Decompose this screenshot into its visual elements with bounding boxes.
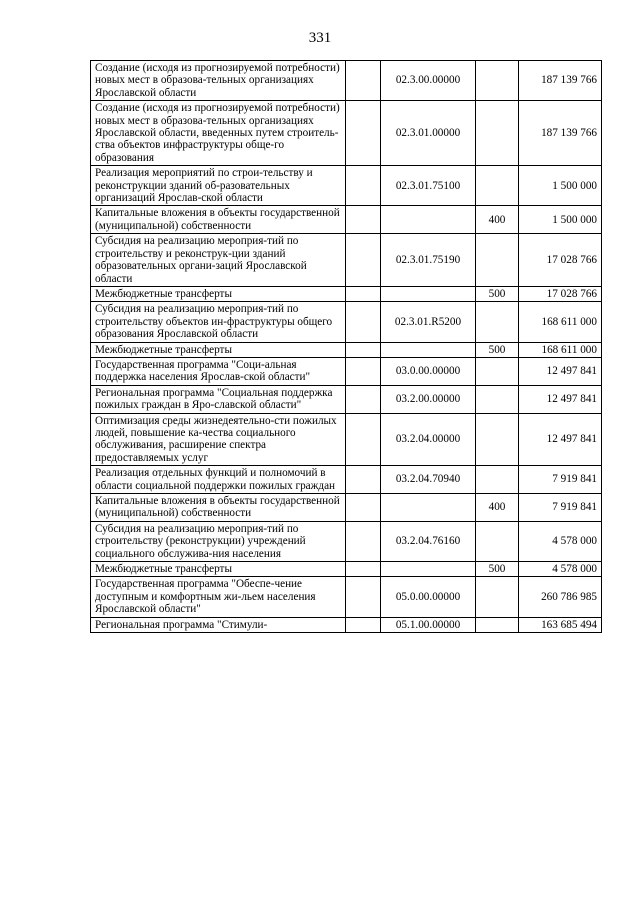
target-code-cell: 02.3.01.R5200 bbox=[381, 302, 476, 342]
expense-type-cell bbox=[476, 413, 519, 466]
expense-type-cell: 500 bbox=[476, 562, 519, 577]
table-row bbox=[91, 494, 602, 522]
table-row bbox=[91, 562, 602, 577]
amount-cell: 163 685 494 bbox=[519, 617, 602, 632]
table-row bbox=[91, 342, 602, 357]
item-name-cell: Государственная программа "Обеспе-чение доступным и комфортным жи-льем населения Ярославской области" bbox=[91, 577, 346, 617]
empty-cell bbox=[346, 466, 381, 494]
expense-type-cell: 400 bbox=[476, 494, 519, 522]
amount-cell: 12 497 841 bbox=[519, 385, 602, 413]
item-name-cell: Государственная программа "Соци-альная поддержка населения Ярослав-ской области" bbox=[91, 357, 346, 385]
target-code-cell: 02.3.00.00000 bbox=[381, 61, 476, 101]
item-name-cell: Субсидия на реализацию мероприя-тий по строительству (реконструкции) учреждений социального обслужива-ния населения bbox=[91, 521, 346, 561]
page-number: 331 bbox=[308, 30, 332, 46]
item-name-cell: Региональная программа "Стимули- bbox=[91, 617, 346, 632]
amount-cell: 7 919 841 bbox=[519, 494, 602, 522]
target-code-cell: 02.3.01.75100 bbox=[381, 166, 476, 206]
target-code-cell: 05.0.00.00000 bbox=[381, 577, 476, 617]
expense-type-cell bbox=[476, 61, 519, 101]
expense-type-cell bbox=[476, 385, 519, 413]
table-row bbox=[91, 413, 602, 466]
item-name-cell: Региональная программа "Социальная поддержка пожилых граждан в Яро-славской области" bbox=[91, 385, 346, 413]
table-row bbox=[91, 577, 602, 617]
item-name-cell: Капитальные вложения в объекты государственной (муниципальной) собственности bbox=[91, 206, 346, 234]
amount-cell: 168 611 000 bbox=[519, 302, 602, 342]
amount-cell: 4 578 000 bbox=[519, 521, 602, 561]
expense-type-cell bbox=[476, 166, 519, 206]
table-row bbox=[91, 302, 602, 342]
expense-type-cell bbox=[476, 521, 519, 561]
amount-cell: 12 497 841 bbox=[519, 413, 602, 466]
target-code-cell bbox=[381, 562, 476, 577]
item-name-cell: Межбюджетные трансферты bbox=[91, 286, 346, 301]
table-row bbox=[91, 521, 602, 561]
empty-cell bbox=[346, 166, 381, 206]
empty-cell bbox=[346, 521, 381, 561]
target-code-cell bbox=[381, 286, 476, 301]
item-name-cell: Создание (исходя из прогнозируемой потребности) новых мест в образова-тельных организациях Ярославской области, введенных путем строитель-ства объектов инфраструктуры обще-го образования bbox=[91, 101, 346, 166]
target-code-cell bbox=[381, 206, 476, 234]
table-row bbox=[91, 206, 602, 234]
item-name-cell: Субсидия на реализацию мероприя-тий по строительству и реконструк-ции зданий образовательных органи-заций Ярославской области bbox=[91, 234, 346, 287]
expense-type-cell bbox=[476, 617, 519, 632]
item-name-cell: Создание (исходя из прогнозируемой потребности) новых мест в образова-тельных организациях Ярославской области bbox=[91, 61, 346, 101]
amount-cell: 4 578 000 bbox=[519, 562, 602, 577]
target-code-cell: 03.0.00.00000 bbox=[381, 357, 476, 385]
expense-type-cell bbox=[476, 357, 519, 385]
target-code-cell: 03.2.04.76160 bbox=[381, 521, 476, 561]
item-name-cell: Реализация отдельных функций и полномочий в области социальной поддержки пожилых граждан bbox=[91, 466, 346, 494]
amount-cell: 7 919 841 bbox=[519, 466, 602, 494]
empty-cell bbox=[346, 101, 381, 166]
table-row bbox=[91, 617, 602, 632]
amount-cell: 17 028 766 bbox=[519, 286, 602, 301]
item-name-cell: Оптимизация среды жизнедеятельно-сти пожилых людей, повышение ка-чества социального обслуживания, расширение спектра предоставляемых услуг bbox=[91, 413, 346, 466]
table-row bbox=[91, 61, 602, 101]
expense-type-cell bbox=[476, 466, 519, 494]
amount-cell: 12 497 841 bbox=[519, 357, 602, 385]
expense-type-cell: 400 bbox=[476, 206, 519, 234]
amount-cell: 1 500 000 bbox=[519, 166, 602, 206]
target-code-cell: 02.3.01.75190 bbox=[381, 234, 476, 287]
expense-type-cell bbox=[476, 234, 519, 287]
empty-cell bbox=[346, 302, 381, 342]
table-row bbox=[91, 466, 602, 494]
item-name-cell: Реализация мероприятий по строи-тельству и реконструкции зданий об-разовательных организаций Ярослав-ской области bbox=[91, 166, 346, 206]
amount-cell: 17 028 766 bbox=[519, 234, 602, 287]
empty-cell bbox=[346, 617, 381, 632]
table-row bbox=[91, 385, 602, 413]
target-code-cell: 03.2.00.00000 bbox=[381, 385, 476, 413]
expense-type-cell: 500 bbox=[476, 286, 519, 301]
item-name-cell: Капитальные вложения в объекты государственной (муниципальной) собственности bbox=[91, 494, 346, 522]
target-code-cell bbox=[381, 494, 476, 522]
empty-cell bbox=[346, 286, 381, 301]
expense-type-cell bbox=[476, 101, 519, 166]
empty-cell bbox=[346, 342, 381, 357]
empty-cell bbox=[346, 494, 381, 522]
target-code-cell: 03.2.04.00000 bbox=[381, 413, 476, 466]
amount-cell: 260 786 985 bbox=[519, 577, 602, 617]
expense-type-cell bbox=[476, 302, 519, 342]
amount-cell: 187 139 766 bbox=[519, 61, 602, 101]
table-row bbox=[91, 286, 602, 301]
item-name-cell: Межбюджетные трансферты bbox=[91, 342, 346, 357]
empty-cell bbox=[346, 385, 381, 413]
budget-table bbox=[90, 60, 602, 633]
empty-cell bbox=[346, 206, 381, 234]
target-code-cell: 05.1.00.00000 bbox=[381, 617, 476, 632]
empty-cell bbox=[346, 234, 381, 287]
target-code-cell: 03.2.04.70940 bbox=[381, 466, 476, 494]
target-code-cell: 02.3.01.00000 bbox=[381, 101, 476, 166]
amount-cell: 168 611 000 bbox=[519, 342, 602, 357]
empty-cell bbox=[346, 61, 381, 101]
empty-cell bbox=[346, 562, 381, 577]
table-row bbox=[91, 166, 602, 206]
table-row bbox=[91, 234, 602, 287]
expense-type-cell: 500 bbox=[476, 342, 519, 357]
table-row bbox=[91, 357, 602, 385]
empty-cell bbox=[346, 577, 381, 617]
empty-cell bbox=[346, 413, 381, 466]
amount-cell: 1 500 000 bbox=[519, 206, 602, 234]
empty-cell bbox=[346, 357, 381, 385]
item-name-cell: Субсидия на реализацию мероприя-тий по строительству объектов ин-фраструктуры общего образования Ярославской области bbox=[91, 302, 346, 342]
expense-type-cell bbox=[476, 577, 519, 617]
amount-cell: 187 139 766 bbox=[519, 101, 602, 166]
table-row bbox=[91, 101, 602, 166]
item-name-cell: Межбюджетные трансферты bbox=[91, 562, 346, 577]
target-code-cell bbox=[381, 342, 476, 357]
